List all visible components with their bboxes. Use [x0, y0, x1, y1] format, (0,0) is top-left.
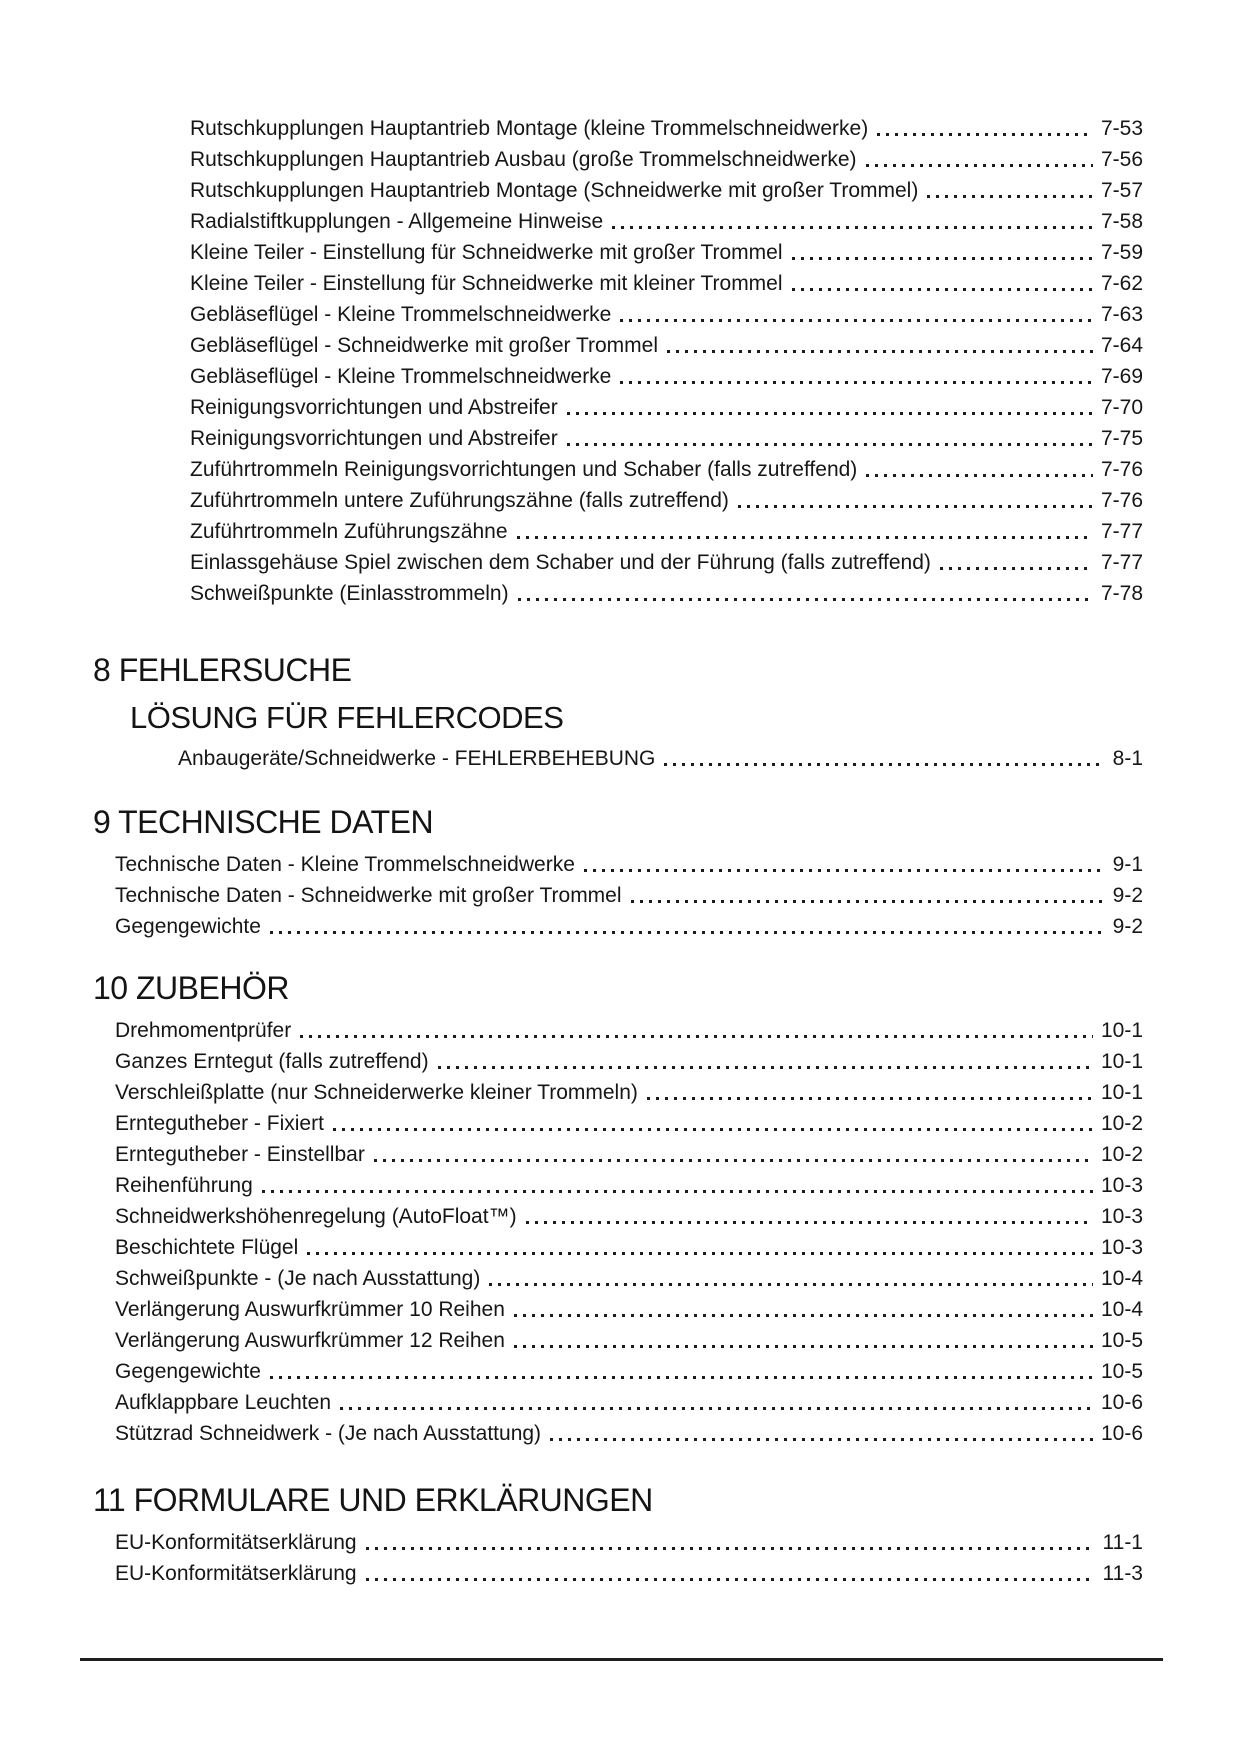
dot-leader — [550, 1438, 1093, 1441]
toc-entry-title: Kleine Teiler - Einstellung für Schneidwerke mit großer Trommel — [190, 241, 783, 264]
toc-entry-title: Aufklappbare Leuchten — [115, 1391, 331, 1414]
toc-entry — [190, 546, 1143, 577]
section-heading: 9 TECHNISCHE DATEN — [93, 804, 434, 840]
dot-leader — [866, 474, 1093, 477]
dot-leader — [664, 763, 1104, 766]
toc-entry-page-number: 7-56 — [1100, 148, 1143, 171]
section-10-zubehoer — [93, 970, 1143, 1448]
toc-entry-page-number: 10-1 — [1100, 1050, 1143, 1073]
toc-entry — [115, 1045, 1143, 1076]
dot-leader — [438, 1066, 1093, 1069]
dot-leader — [792, 257, 1093, 260]
dot-leader — [584, 869, 1105, 872]
toc-entry-page-number: 10-4 — [1100, 1298, 1143, 1321]
toc-entry-list — [178, 742, 1143, 773]
toc-entry — [190, 515, 1143, 546]
section-subheading: LÖSUNG FÜR FEHLERCODES — [130, 700, 564, 735]
toc-entry-page-number: 11-3 — [1102, 1562, 1143, 1585]
toc-entry-title: Zuführtrommeln Zuführungszähne — [190, 520, 508, 543]
toc-entry-page-number: 9-2 — [1112, 915, 1143, 938]
toc-entry-title: Gebläseflügel - Kleine Trommelschneidwerke — [190, 365, 612, 388]
toc-entry-title: Einlassgehäuse Spiel zwischen dem Schaber und der Führung (falls zutreffend) — [190, 551, 931, 574]
dot-leader — [517, 536, 1093, 539]
toc-entry — [115, 1262, 1143, 1293]
toc-entry-title: Stützrad Schneidwerk - (Je nach Ausstattung) — [115, 1422, 542, 1445]
toc-entry-page-number: 7-76 — [1100, 489, 1143, 512]
toc-entry — [115, 848, 1143, 879]
toc-entry — [190, 422, 1143, 453]
toc-entry — [115, 1138, 1143, 1169]
toc-entry-page-number: 7-75 — [1100, 427, 1143, 450]
toc-entry — [190, 360, 1143, 391]
toc-entry-page-number: 10-3 — [1100, 1236, 1143, 1259]
toc-entry-title: Radialstiftkupplungen - Allgemeine Hinweise — [190, 210, 604, 233]
dot-leader — [489, 1283, 1093, 1286]
toc-entry-page-number: 7-77 — [1100, 520, 1143, 543]
dot-leader — [612, 226, 1093, 229]
toc-entry-page-number: 7-58 — [1100, 210, 1143, 233]
toc-entry-page-number: 10-1 — [1100, 1081, 1143, 1104]
toc-entry-page-number: 8-1 — [1112, 747, 1143, 770]
dot-leader — [647, 1097, 1093, 1100]
toc-entry-page-number: 10-2 — [1100, 1112, 1143, 1135]
toc-entry-title: Rutschkupplungen Hauptantrieb Ausbau (große Trommelschneidwerke) — [190, 148, 857, 171]
toc-entry — [178, 742, 1143, 773]
toc-entry — [190, 453, 1143, 484]
toc-entry-list — [115, 1014, 1143, 1448]
dot-leader — [366, 1578, 1095, 1581]
toc-entry-page-number: 10-3 — [1100, 1174, 1143, 1197]
toc-entry — [115, 1014, 1143, 1045]
toc-entry — [115, 1355, 1143, 1386]
toc-entry — [190, 329, 1143, 360]
toc-entry — [115, 1526, 1143, 1557]
dot-leader — [927, 195, 1093, 198]
section-heading: 11 FORMULARE UND ERKLÄRUNGEN — [93, 1482, 653, 1518]
toc-entry-title: Verlängerung Auswurfkrümmer 10 Reihen — [115, 1298, 505, 1321]
toc-entry-title: Ganzes Erntegut (falls zutreffend) — [115, 1050, 429, 1073]
dot-leader — [374, 1159, 1093, 1162]
dot-leader — [567, 412, 1093, 415]
toc-entry — [190, 391, 1143, 422]
toc-entry-page-number: 10-3 — [1100, 1205, 1143, 1228]
toc-entry — [190, 236, 1143, 267]
toc-entry-page-number: 10-5 — [1100, 1360, 1143, 1383]
toc-entry — [115, 1324, 1143, 1355]
toc-entry-list — [115, 848, 1143, 941]
dot-leader — [514, 1345, 1093, 1348]
toc-entry-page-number: 11-1 — [1102, 1531, 1143, 1554]
dot-leader — [333, 1128, 1093, 1131]
dot-leader — [270, 931, 1105, 934]
dot-leader — [270, 1376, 1093, 1379]
toc-entry — [115, 1231, 1143, 1262]
toc-entry-page-number: 10-6 — [1100, 1391, 1143, 1414]
toc-entry-page-number: 7-78 — [1100, 582, 1143, 605]
toc-entry-title: Beschichtete Flügel — [115, 1236, 299, 1259]
toc-entry — [115, 1557, 1143, 1588]
toc-entry-title: Gebläseflügel - Kleine Trommelschneidwerke — [190, 303, 612, 326]
toc-entry — [115, 1200, 1143, 1231]
dot-leader — [620, 319, 1093, 322]
toc-entry — [115, 1293, 1143, 1324]
toc-entry-page-number: 9-2 — [1112, 884, 1143, 907]
dot-leader — [300, 1035, 1093, 1038]
toc-entry-title: Erntegutheber - Einstellbar — [115, 1143, 365, 1166]
toc-entry-page-number: 10-4 — [1100, 1267, 1143, 1290]
section-9-technische-daten — [93, 804, 1143, 941]
toc-entry-page-number: 10-6 — [1100, 1422, 1143, 1445]
toc-entry-title: Schweißpunkte (Einlasstrommeln) — [190, 582, 509, 605]
dot-leader — [631, 900, 1105, 903]
footer-rule — [80, 1658, 1163, 1661]
dot-leader — [514, 1314, 1093, 1317]
toc-entry — [115, 1169, 1143, 1200]
dot-leader — [518, 598, 1093, 601]
toc-entry-page-number: 7-77 — [1100, 551, 1143, 574]
toc-entry-list — [190, 112, 1143, 608]
section-heading: 10 ZUBEHÖR — [93, 970, 289, 1006]
toc-entry-page-number: 10-5 — [1100, 1329, 1143, 1352]
toc-entry-page-number: 7-63 — [1100, 303, 1143, 326]
dot-leader — [620, 381, 1093, 384]
toc-entry-title: Anbaugeräte/Schneidwerke - FEHLERBEHEBUNG — [178, 747, 656, 770]
toc-entry — [115, 1386, 1143, 1417]
toc-entry — [115, 1076, 1143, 1107]
toc-entry — [190, 298, 1143, 329]
toc-entry — [115, 910, 1143, 941]
dot-leader — [940, 567, 1093, 570]
toc-entry-title: Technische Daten - Kleine Trommelschneidwerke — [115, 853, 575, 876]
toc-entry-page-number: 7-59 — [1100, 241, 1143, 264]
toc-entry-title: Schweißpunkte - (Je nach Ausstattung) — [115, 1267, 481, 1290]
toc-entry — [190, 112, 1143, 143]
toc-entry-title: Technische Daten - Schneidwerke mit großer Trommel — [115, 884, 622, 907]
dot-leader — [340, 1407, 1093, 1410]
toc-entry-title: EU-Konformitätserklärung — [115, 1531, 357, 1554]
toc-entry-title: Schneidwerkshöhenregelung (AutoFloat™) — [115, 1205, 517, 1228]
section-7-continued — [190, 112, 1143, 608]
toc-entry-title: EU-Konformitätserklärung — [115, 1562, 357, 1585]
toc-entry-title: Reinigungsvorrichtungen und Abstreifer — [190, 427, 558, 450]
toc-entry-page-number: 10-1 — [1100, 1019, 1143, 1042]
toc-entry-title: Rutschkupplungen Hauptantrieb Montage (Schneidwerke mit großer Trommel) — [190, 179, 919, 202]
toc-entry-page-number: 7-53 — [1100, 117, 1143, 140]
section-8-fehlersuche — [93, 652, 1143, 773]
dot-leader — [738, 505, 1093, 508]
toc-entry — [115, 1107, 1143, 1138]
toc-entry-title: Zuführtrommeln Reinigungsvorrichtungen und Schaber (falls zutreffend) — [190, 458, 858, 481]
dot-leader — [877, 133, 1093, 136]
toc-entry-page-number: 7-57 — [1100, 179, 1143, 202]
dot-leader — [366, 1547, 1095, 1550]
toc-entry — [190, 174, 1143, 205]
dot-leader — [792, 288, 1093, 291]
toc-entry — [190, 484, 1143, 515]
toc-entry — [190, 205, 1143, 236]
toc-entry-page-number: 7-70 — [1100, 396, 1143, 419]
toc-entry-page-number: 10-2 — [1100, 1143, 1143, 1166]
dot-leader — [667, 350, 1093, 353]
toc-entry — [190, 577, 1143, 608]
section-11-formulare — [93, 1482, 1143, 1588]
toc-entry-page-number: 7-62 — [1100, 272, 1143, 295]
toc-entry-title: Erntegutheber - Fixiert — [115, 1112, 324, 1135]
section-heading: 8 FEHLERSUCHE — [93, 652, 352, 688]
toc-entry-page-number: 7-76 — [1100, 458, 1143, 481]
dot-leader — [526, 1221, 1093, 1224]
dot-leader — [866, 164, 1093, 167]
dot-leader — [262, 1190, 1093, 1193]
toc-entry-list — [115, 1526, 1143, 1588]
toc-entry-page-number: 9-1 — [1112, 853, 1143, 876]
toc-entry-title: Gebläseflügel - Schneidwerke mit großer Trommel — [190, 334, 659, 357]
toc-entry-title: Zuführtrommeln untere Zuführungszähne (falls zutreffend) — [190, 489, 729, 512]
toc-entry-title: Reinigungsvorrichtungen und Abstreifer — [190, 396, 558, 419]
toc-entry-page-number: 7-69 — [1100, 365, 1143, 388]
toc-entry-title: Verlängerung Auswurfkrümmer 12 Reihen — [115, 1329, 505, 1352]
toc-entry-title: Gegengewichte — [115, 1360, 261, 1383]
toc-entry-title: Rutschkupplungen Hauptantrieb Montage (kleine Trommelschneidwerke) — [190, 117, 869, 140]
dot-leader — [307, 1252, 1093, 1255]
toc-entry-title: Drehmomentprüfer — [115, 1019, 292, 1042]
toc-entry — [190, 143, 1143, 174]
toc-entry-title: Gegengewichte — [115, 915, 261, 938]
toc-entry — [190, 267, 1143, 298]
toc-entry-title: Reihenführung — [115, 1174, 253, 1197]
toc-entry-page-number: 7-64 — [1100, 334, 1143, 357]
toc-entry — [115, 879, 1143, 910]
toc-entry — [115, 1417, 1143, 1448]
toc-entry-title: Verschleißplatte (nur Schneiderwerke kleiner Trommeln) — [115, 1081, 638, 1104]
dot-leader — [567, 443, 1093, 446]
toc-entry-title: Kleine Teiler - Einstellung für Schneidwerke mit kleiner Trommel — [190, 272, 783, 295]
